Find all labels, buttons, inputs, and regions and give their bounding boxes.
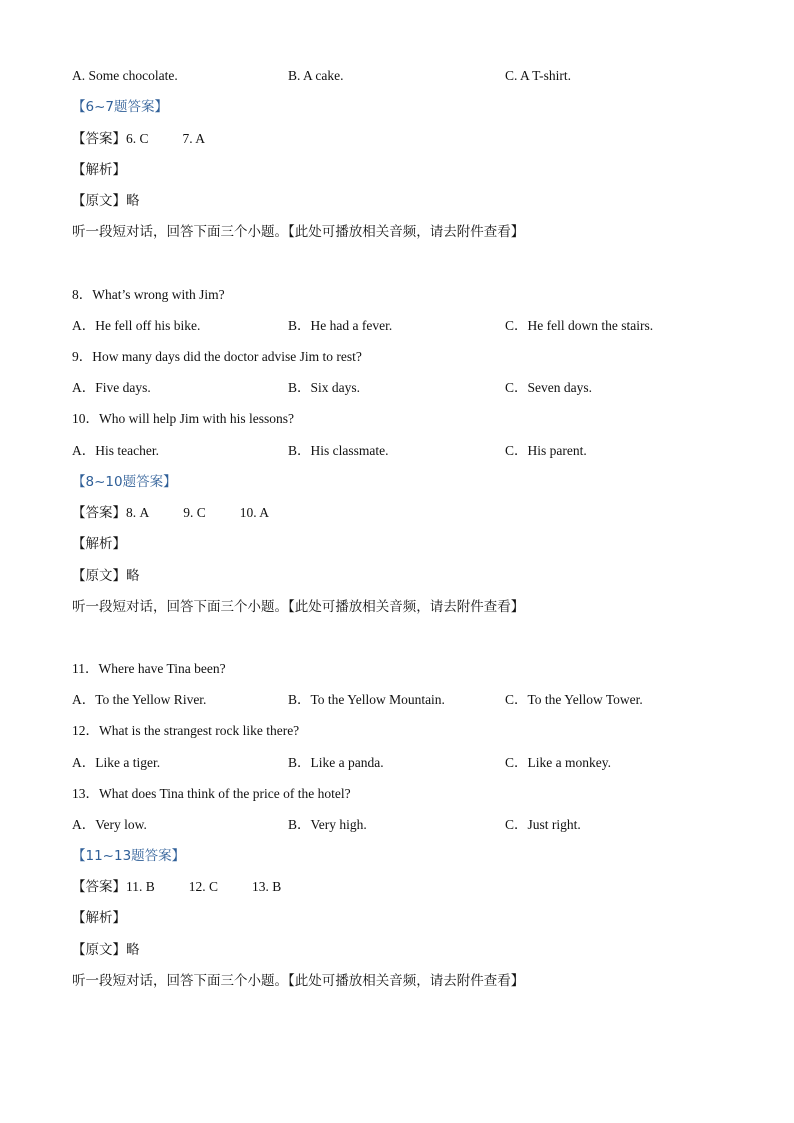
original-line	[72, 941, 140, 959]
original-text: 略	[126, 942, 140, 958]
question-text: 9．How many days did the doctor advise Jim to rest?	[72, 349, 362, 364]
option-b: B. A cake.	[288, 68, 344, 83]
answer-header: 【8~10题答案】	[72, 474, 177, 490]
answer-label: 【答案】	[72, 505, 126, 521]
original-label: 【原文】	[72, 568, 126, 584]
answer-value: 8. A	[126, 505, 150, 520]
answer-value: 7. A	[182, 131, 206, 146]
answer-label: 【答案】	[72, 879, 126, 895]
analysis-label: 【解析】	[72, 910, 126, 926]
answer-value: 6. C	[126, 131, 149, 146]
option-c: C．To the Yellow Tower.	[505, 692, 643, 707]
option-c: C．Just right.	[505, 817, 581, 832]
option-b: B．Six days.	[288, 380, 361, 395]
original-text: 略	[126, 193, 140, 209]
option-b: B．Like a panda.	[288, 755, 384, 770]
original-line	[72, 192, 140, 210]
answer-line	[72, 130, 205, 148]
answer-line	[72, 504, 269, 522]
option-c: C．His parent.	[505, 443, 587, 458]
answer-header: 【11~13题答案】	[72, 848, 186, 864]
option-b: B．To the Yellow Mountain.	[288, 692, 445, 707]
answer-header: 【6~7题答案】	[72, 99, 168, 115]
listening-instruction: 听一段短对话，回答下面三个小题。【此处可播放相关音频，请去附件查看】	[72, 599, 525, 615]
question-text: 8．What’s wrong with Jim?	[72, 287, 225, 302]
question-text: 13．What does Tina think of the price of the hotel?	[72, 786, 351, 801]
option-a: A．To the Yellow River.	[72, 692, 207, 707]
answer-value: 12. C	[188, 879, 219, 894]
question-text: 12．What is the strangest rock like there?	[72, 723, 300, 738]
option-a: A．Very low.	[72, 817, 147, 832]
option-a: A．He fell off his bike.	[72, 318, 201, 333]
answer-value: 13. B	[252, 879, 282, 894]
option-a: A．Five days.	[72, 380, 151, 395]
option-b: B．Very high.	[288, 817, 367, 832]
answer-label: 【答案】	[72, 131, 126, 147]
answer-value: 10. A	[239, 505, 270, 520]
option-b: B．His classmate.	[288, 443, 389, 458]
option-a: A．Like a tiger.	[72, 755, 161, 770]
answer-value: 11. B	[126, 879, 155, 894]
original-text: 略	[126, 568, 140, 584]
analysis-label: 【解析】	[72, 162, 126, 178]
analysis-label: 【解析】	[72, 536, 126, 552]
question-text: 10．Who will help Jim with his lessons?	[72, 411, 294, 426]
question-text: 11．Where have Tina been?	[72, 661, 226, 676]
listening-instruction: 听一段短对话，回答下面三个小题。【此处可播放相关音频，请去附件查看】	[72, 224, 525, 240]
option-a: A．His teacher.	[72, 443, 159, 458]
option-a: A. Some chocolate.	[72, 68, 178, 83]
original-label: 【原文】	[72, 942, 126, 958]
original-label: 【原文】	[72, 193, 126, 209]
option-c: C．Seven days.	[505, 380, 592, 395]
original-line	[72, 567, 140, 585]
option-b: B．He had a fever.	[288, 318, 393, 333]
option-c: C．He fell down the stairs.	[505, 318, 654, 333]
option-c: C. A T-shirt.	[505, 68, 572, 83]
option-c: C．Like a monkey.	[505, 755, 611, 770]
answer-value: 9. C	[183, 505, 206, 520]
answer-line	[72, 878, 281, 896]
listening-instruction: 听一段短对话，回答下面三个小题。【此处可播放相关音频，请去附件查看】	[72, 973, 525, 989]
